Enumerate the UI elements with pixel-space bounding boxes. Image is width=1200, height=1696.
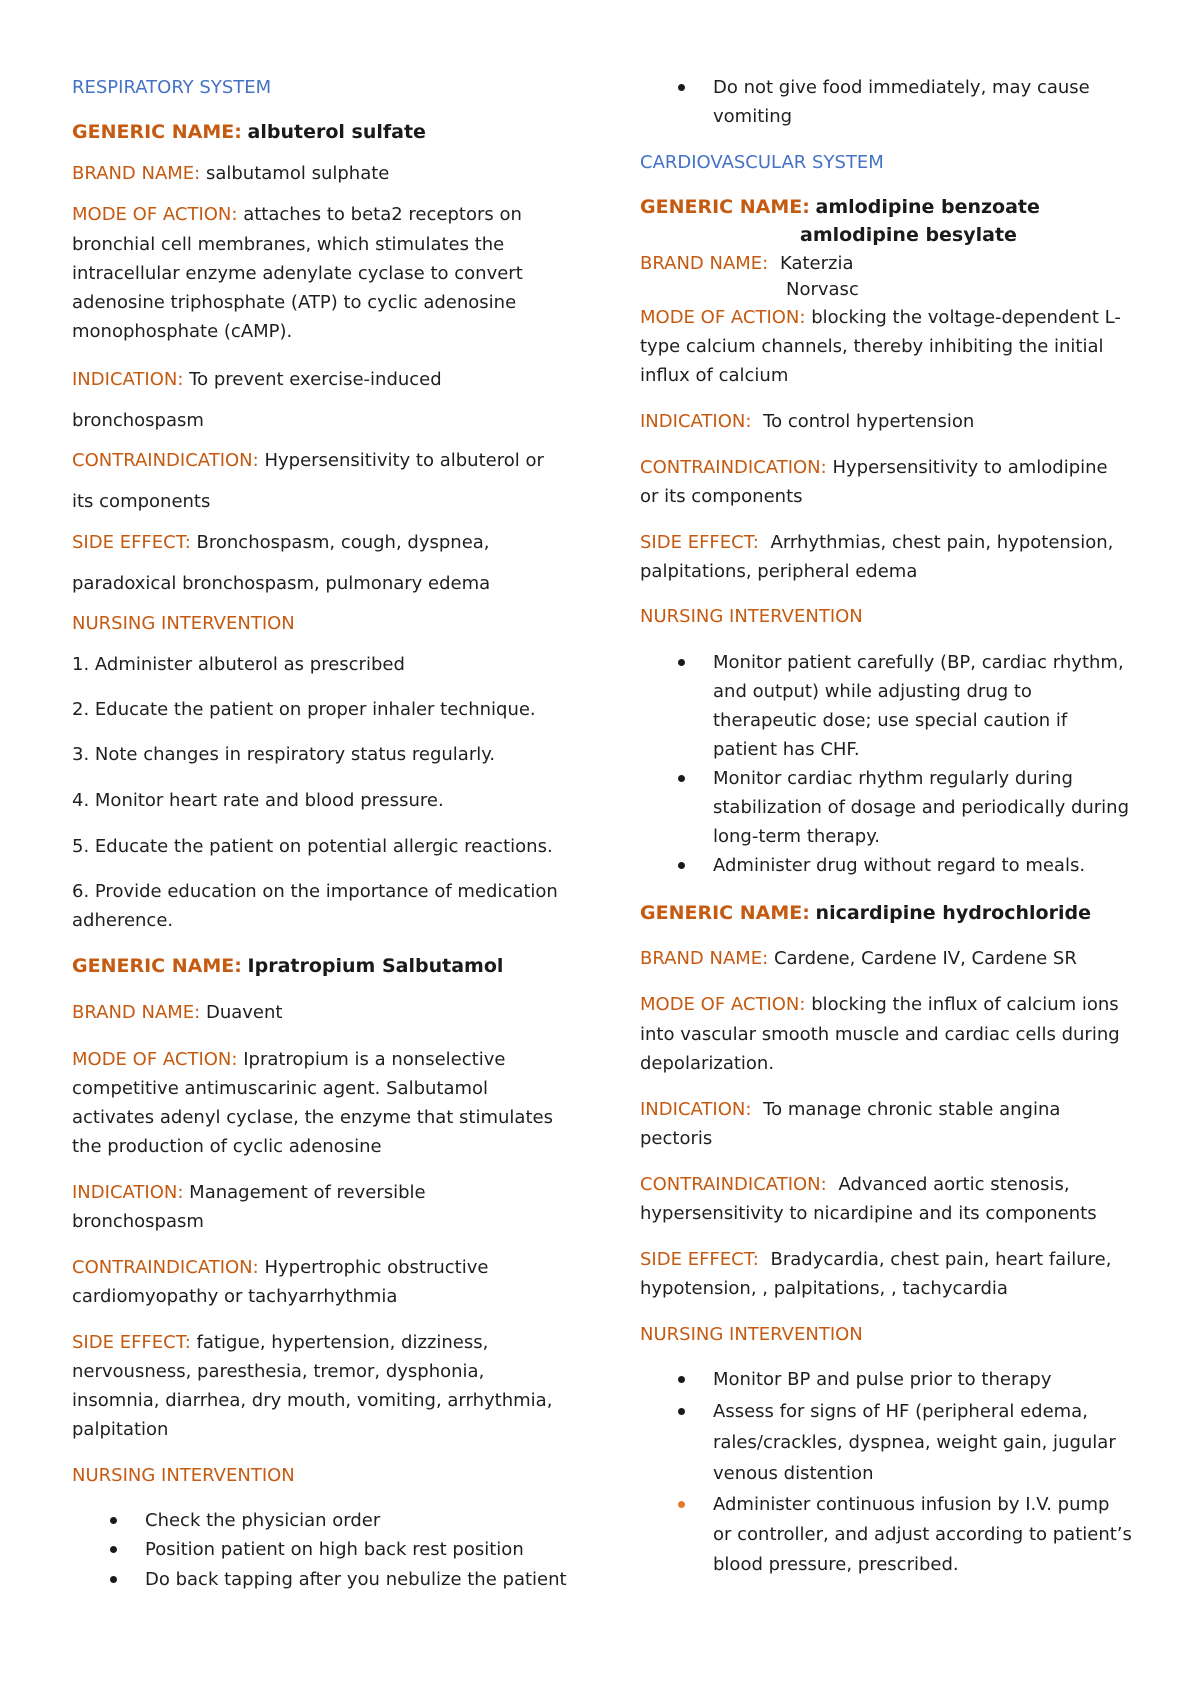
contraindication-line	[72, 450, 544, 472]
nursing-bullet-text: Assess for signs of HF (peripheral edema,	[713, 1401, 1088, 1422]
generic-name-line	[640, 196, 1040, 219]
brand-name-value: salbutamol sulphate	[205, 163, 390, 184]
moa-label: MODE OF ACTION:	[640, 307, 806, 328]
brand-name-line	[640, 948, 1077, 970]
side-effect-label: SIDE EFFECT:	[72, 1332, 191, 1353]
moa-text: monophosphate (cAMP).	[72, 321, 293, 342]
bullet-icon	[678, 659, 688, 669]
side-effect-line	[72, 532, 490, 554]
generic-name-value: amlodipine benzoate	[815, 196, 1040, 218]
nursing-item: 6. Provide education on the importance of medication	[72, 881, 558, 902]
side-effect-text: Bronchospasm, cough, dyspnea,	[196, 532, 490, 553]
moa-line	[640, 307, 1121, 329]
indication-text: Management of reversible	[189, 1182, 426, 1203]
indication-label: INDICATION:	[72, 1182, 184, 1203]
nursing-intervention-label: NURSING INTERVENTION	[640, 1324, 863, 1345]
nursing-item: 1. Administer albuterol as prescribed	[72, 654, 405, 675]
moa-line	[72, 204, 522, 226]
nursing-bullet-text: Monitor cardiac rhythm regularly during	[713, 768, 1073, 789]
generic-name-line	[72, 955, 503, 978]
side-effect-text: fatigue, hypertension, dizziness,	[196, 1332, 489, 1353]
contraindication-text: or its components	[640, 486, 803, 507]
side-effect-text: Bradycardia, chest pain, heart failure,	[770, 1249, 1112, 1270]
side-effect-line	[640, 532, 1113, 554]
indication-line	[72, 369, 442, 391]
moa-text: blocking the influx of calcium ions	[811, 994, 1119, 1015]
side-effect-text: palpitations, peripheral edema	[640, 561, 918, 582]
contraindication-line	[640, 457, 1108, 479]
system-heading-cardiovascular: CARDIOVASCULAR SYSTEM	[640, 152, 884, 173]
contraindication-label: CONTRAINDICATION:	[640, 1174, 827, 1195]
side-effect-label: SIDE EFFECT:	[640, 1249, 759, 1270]
nursing-item: adherence.	[72, 910, 174, 931]
brand-name-value: Katerzia	[779, 253, 854, 274]
indication-text: To prevent exercise-induced	[189, 369, 442, 390]
bullet-icon	[678, 862, 688, 872]
brand-name-line	[72, 163, 389, 185]
generic-name-value: albuterol sulfate	[247, 121, 426, 143]
brand-name-line	[640, 253, 854, 275]
moa-text: into vascular smooth muscle and cardiac cells during	[640, 1024, 1120, 1045]
bullet-icon	[110, 1546, 120, 1556]
bullet-icon	[110, 1517, 120, 1527]
bullet-icon	[110, 1576, 120, 1586]
moa-line	[640, 994, 1119, 1016]
generic-name-line	[640, 902, 1091, 925]
nursing-bullet-text: rales/crackles, dyspnea, weight gain, jugular	[713, 1432, 1116, 1453]
indication-text: bronchospasm	[72, 1211, 204, 1232]
moa-text: type calcium channels, thereby inhibiting the initial	[640, 336, 1104, 357]
contraindication-text: Hypersensitivity to amlodipine	[832, 457, 1108, 478]
contraindication-line	[640, 1174, 1070, 1196]
generic-name-label: GENERIC NAME:	[640, 902, 810, 924]
brand-name-label: BRAND NAME:	[72, 163, 201, 184]
bullet-icon	[678, 84, 688, 94]
bullet-icon	[678, 775, 688, 785]
moa-text: blocking the voltage-dependent L-	[811, 307, 1121, 328]
side-effect-label: SIDE EFFECT:	[640, 532, 759, 553]
generic-name-label: GENERIC NAME:	[640, 196, 810, 218]
side-effect-text: palpitation	[72, 1419, 169, 1440]
system-heading-respiratory: RESPIRATORY SYSTEM	[72, 77, 272, 98]
nursing-bullet-text: Administer continuous infusion by I.V. pump	[713, 1494, 1110, 1515]
nursing-item: 4. Monitor heart rate and blood pressure.	[72, 790, 444, 811]
contraindication-text: Advanced aortic stenosis,	[838, 1174, 1070, 1195]
indication-line	[640, 411, 974, 433]
contraindication-label: CONTRAINDICATION:	[72, 450, 259, 471]
generic-name-value: amlodipine besylate	[800, 224, 1017, 246]
moa-label: MODE OF ACTION:	[72, 204, 238, 225]
moa-text: adenosine triphosphate (ATP) to cyclic adenosine	[72, 292, 517, 313]
indication-label: INDICATION:	[640, 411, 752, 432]
nursing-intervention-label: NURSING INTERVENTION	[72, 613, 295, 634]
generic-name-value: Ipratropium Salbutamol	[247, 955, 504, 977]
indication-text: To control hypertension	[763, 411, 975, 432]
moa-text: the production of cyclic adenosine	[72, 1136, 382, 1157]
nursing-item: 3. Note changes in respiratory status regularly.	[72, 744, 496, 765]
side-effect-text: hypotension, , palpitations, , tachycardia	[640, 1278, 1008, 1299]
nursing-bullet-text: Monitor patient carefully (BP, cardiac rhythm,	[713, 652, 1124, 673]
indication-label: INDICATION:	[72, 369, 184, 390]
bullet-icon	[678, 1408, 688, 1418]
nursing-bullet-text: blood pressure, prescribed.	[713, 1554, 959, 1575]
generic-name-value: nicardipine hydrochloride	[815, 902, 1091, 924]
side-effect-text: insomnia, diarrhea, dry mouth, vomiting, arrhythmia,	[72, 1390, 553, 1411]
nursing-bullet-text: long-term therapy.	[713, 826, 881, 847]
moa-label: MODE OF ACTION:	[640, 994, 806, 1015]
brand-name-label: BRAND NAME:	[640, 253, 769, 274]
generic-name-line	[72, 121, 426, 144]
brand-name-value: Norvasc	[786, 279, 859, 300]
indication-text: bronchospasm	[72, 410, 204, 431]
moa-label: MODE OF ACTION:	[72, 1049, 238, 1070]
nursing-bullet-text: vomiting	[713, 106, 793, 127]
nursing-item: 2. Educate the patient on proper inhaler technique.	[72, 699, 536, 720]
bullet-icon	[678, 1376, 688, 1386]
indication-text: To manage chronic stable angina	[763, 1099, 1061, 1120]
generic-name-label: GENERIC NAME:	[72, 955, 242, 977]
contraindication-text: cardiomyopathy or tachyarrhythmia	[72, 1286, 398, 1307]
moa-text: bronchial cell membranes, which stimulates the	[72, 234, 505, 255]
moa-text: intracellular enzyme adenylate cyclase to convert	[72, 263, 523, 284]
moa-text: Ipratropium is a nonselective	[243, 1049, 506, 1070]
side-effect-label: SIDE EFFECT:	[72, 532, 191, 553]
nursing-bullet-text: Do back tapping after you nebulize the patient	[145, 1569, 567, 1590]
side-effect-line	[72, 1332, 488, 1354]
nursing-bullet-text: Do not give food immediately, may cause	[713, 77, 1090, 98]
indication-text: pectoris	[640, 1128, 713, 1149]
moa-text: attaches to beta2 receptors on	[243, 204, 522, 225]
nursing-bullet-text: therapeutic dose; use special caution if	[713, 710, 1068, 731]
moa-text: competitive antimuscarinic agent. Salbutamol	[72, 1078, 489, 1099]
moa-line	[72, 1049, 505, 1071]
indication-line	[640, 1099, 1060, 1121]
indication-line	[72, 1182, 426, 1204]
moa-text: depolarization.	[640, 1053, 775, 1074]
nursing-intervention-label: NURSING INTERVENTION	[72, 1465, 295, 1486]
brand-name-line	[72, 1002, 282, 1024]
side-effect-text: paradoxical bronchospasm, pulmonary edema	[72, 573, 491, 594]
contraindication-text: its components	[72, 491, 211, 512]
side-effect-line	[640, 1249, 1111, 1271]
nursing-bullet-text: and output) while adjusting drug to	[713, 681, 1032, 702]
nursing-bullet-text: Position patient on high back rest position	[145, 1539, 524, 1560]
side-effect-text: Arrhythmias, chest pain, hypotension,	[770, 532, 1114, 553]
nursing-bullet-text: or controller, and adjust according to patient’s	[713, 1524, 1132, 1545]
nursing-bullet-text: Monitor BP and pulse prior to therapy	[713, 1369, 1052, 1390]
side-effect-text: nervousness, paresthesia, tremor, dysphonia,	[72, 1361, 485, 1382]
nursing-bullet-text: Administer drug without regard to meals.	[713, 855, 1086, 876]
moa-text: influx of calcium	[640, 365, 789, 386]
brand-name-label: BRAND NAME:	[72, 1002, 201, 1023]
brand-name-label: BRAND NAME:	[640, 948, 769, 969]
brand-name-value: Duavent	[205, 1002, 283, 1023]
nursing-item: 5. Educate the patient on potential allergic reactions.	[72, 836, 553, 857]
contraindication-text: hypersensitivity to nicardipine and its components	[640, 1203, 1097, 1224]
nursing-bullet-text: stabilization of dosage and periodically during	[713, 797, 1130, 818]
indication-label: INDICATION:	[640, 1099, 752, 1120]
contraindication-line	[72, 1257, 488, 1279]
contraindication-text: Hypertrophic obstructive	[264, 1257, 489, 1278]
generic-name-label: GENERIC NAME:	[72, 121, 242, 143]
moa-text: activates adenyl cyclase, the enzyme that stimulates	[72, 1107, 553, 1128]
brand-name-value: Cardene, Cardene IV, Cardene SR	[773, 948, 1077, 969]
nursing-bullet-text: venous distention	[713, 1463, 874, 1484]
contraindication-text: Hypersensitivity to albuterol or	[264, 450, 544, 471]
bullet-icon	[678, 1501, 688, 1511]
contraindication-label: CONTRAINDICATION:	[640, 457, 827, 478]
contraindication-label: CONTRAINDICATION:	[72, 1257, 259, 1278]
nursing-bullet-text: patient has CHF.	[713, 739, 860, 760]
nursing-intervention-label: NURSING INTERVENTION	[640, 606, 863, 627]
nursing-bullet-text: Check the physician order	[145, 1510, 381, 1531]
